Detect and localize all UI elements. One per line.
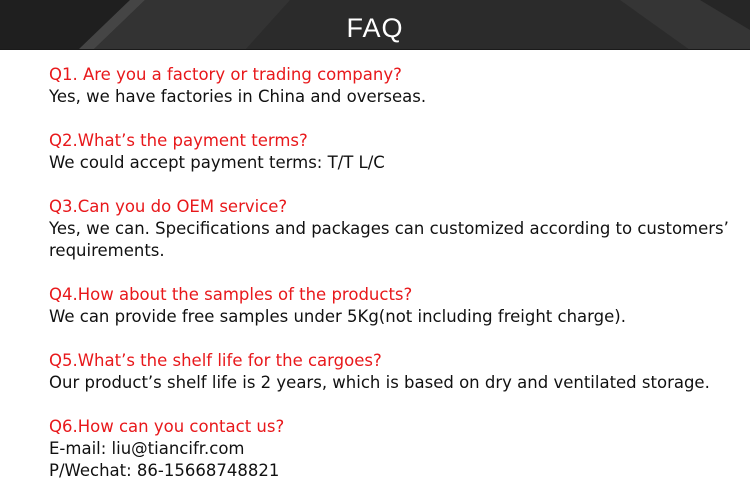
faq-question-6: Q6.How can you contact us? [49,417,285,436]
faq-question-4: Q4.How about the samples of the products? [49,285,413,304]
faq-header-banner [0,0,750,50]
faq-item-5 [49,350,739,394]
faq-question-2: Q2.What’s the payment terms? [49,131,308,150]
faq-answer-3-line-1: Yes, we can. Specifications and packages can customized according to customers’ [49,219,729,238]
faq-answer-4-line-1: We can provide free samples under 5Kg(not including freight charge). [49,307,626,326]
faq-answer-2-line-1: We could accept payment terms: T/T L/C [49,153,385,172]
faq-question-3: Q3.Can you do OEM service? [49,197,288,216]
page-title: FAQ [346,13,404,43]
faq-item-4 [49,284,739,328]
faq-question-1: Q1. Are you a factory or trading company? [49,65,402,84]
faq-answer-1-line-1: Yes, we have factories in China and overseas. [49,87,427,106]
faq-answer-6-phone: P/Wechat: 86-15668748821 [49,461,280,480]
faq-item-2 [49,130,739,174]
faq-answer-3-line-2: requirements. [49,241,165,260]
faq-item-3 [49,196,739,262]
faq-answer-6-email: E-mail: liu@tiancifr.com [49,439,245,458]
faq-item-6 [49,416,739,482]
faq-answer-5-line-1: Our product’s shelf life is 2 years, which is based on dry and ventilated storage. [49,373,710,392]
faq-list [49,64,739,504]
faq-question-5: Q5.What’s the shelf life for the cargoes? [49,351,382,370]
faq-item-1 [49,64,739,108]
